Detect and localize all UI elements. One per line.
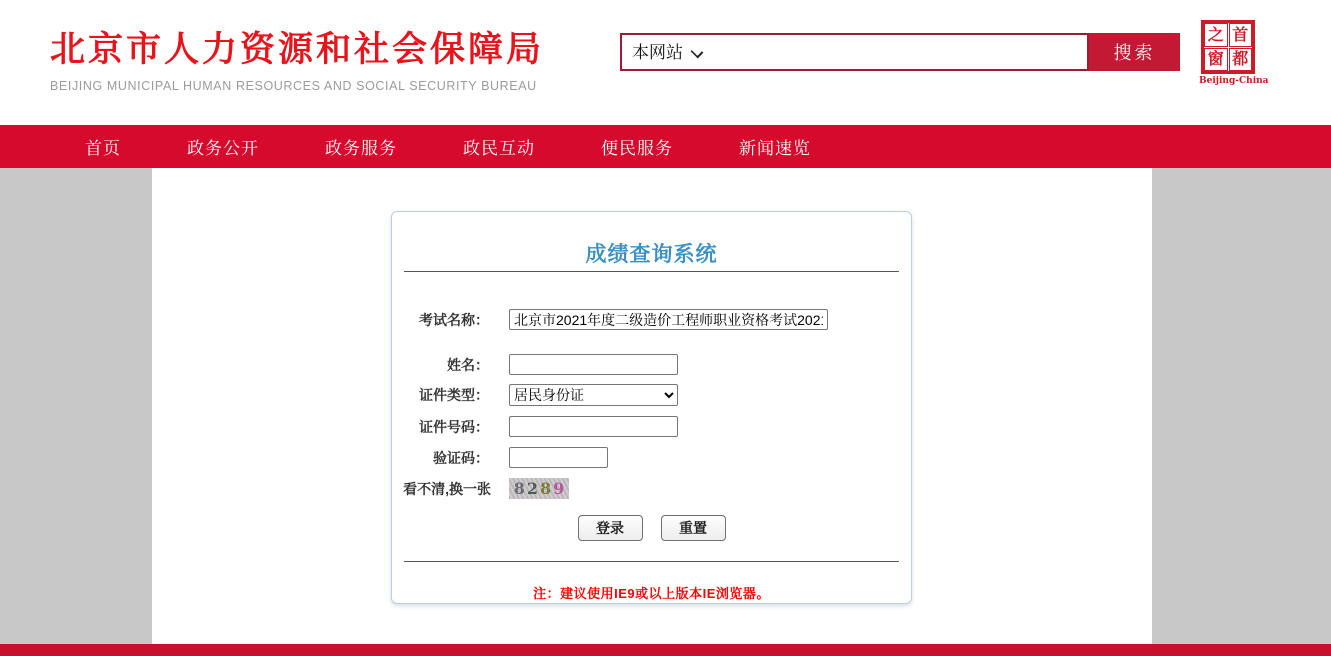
seal-char: 都	[1229, 48, 1253, 72]
id-number-input[interactable]	[509, 416, 678, 437]
page-body	[0, 168, 1331, 644]
site-subtitle: BEIJING MUNICIPAL HUMAN RESOURCES AND SOCIAL SECURITY BUREAU	[50, 78, 537, 93]
reset-button[interactable]: 重置	[661, 515, 726, 541]
captcha-row	[392, 447, 911, 468]
captcha-refresh-link[interactable]: 看不清,换一张	[403, 480, 491, 497]
seal-icon	[1201, 20, 1255, 74]
divider	[404, 561, 899, 562]
search-box	[620, 33, 1089, 71]
name-input[interactable]	[509, 354, 678, 375]
id-type-row	[392, 384, 911, 406]
main-nav	[0, 125, 1331, 168]
search-button[interactable]: 搜索	[1089, 33, 1180, 71]
nav-item-convenience[interactable]: 便民服务	[601, 139, 673, 158]
nav-item-home[interactable]: 首页	[85, 139, 121, 158]
name-row	[392, 354, 911, 375]
button-row	[392, 515, 911, 541]
search-input[interactable]	[703, 35, 1087, 69]
captcha-digit: 8	[540, 478, 552, 498]
name-label: 姓名：	[447, 356, 489, 373]
nav-item-news[interactable]: 新闻速览	[739, 139, 811, 158]
browser-note: 注：建议使用IE9或以上版本IE浏览器。	[533, 586, 770, 601]
footer-bar	[0, 644, 1331, 656]
captcha-input[interactable]	[509, 447, 608, 468]
nav-item-gov-services[interactable]: 政务服务	[325, 139, 397, 158]
captcha-image[interactable]	[509, 478, 569, 499]
id-number-label: 证件号码：	[419, 418, 489, 435]
seal-char: 之	[1204, 23, 1228, 47]
search-scope-select[interactable]	[622, 43, 689, 62]
capital-window-seal[interactable]	[1199, 20, 1269, 86]
captcha-digit: 9	[553, 478, 565, 498]
divider	[404, 271, 899, 272]
chevron-down-icon	[691, 46, 703, 58]
site-search	[620, 33, 1180, 71]
panel-title: 成绩查询系统	[585, 243, 718, 266]
site-logo[interactable]	[50, 31, 544, 93]
captcha-image-row	[392, 478, 911, 499]
id-number-row	[392, 416, 911, 437]
seal-char: 窗	[1204, 48, 1228, 72]
captcha-digit: 2	[526, 478, 538, 498]
content-column	[152, 168, 1152, 644]
id-type-label: 证件类型：	[419, 387, 489, 403]
score-query-panel	[391, 211, 912, 604]
seal-caption: Beijing-China	[1199, 76, 1269, 86]
site-header	[0, 0, 1331, 125]
login-button[interactable]: 登录	[578, 515, 643, 541]
exam-name-label: 考试名称：	[419, 311, 489, 328]
exam-name-input[interactable]	[509, 309, 828, 330]
nav-item-gov-disclosure[interactable]: 政务公开	[187, 139, 259, 158]
nav-item-interaction[interactable]: 政民互动	[463, 139, 535, 158]
exam-name-row	[392, 309, 911, 330]
seal-char: 首	[1229, 23, 1253, 47]
captcha-digit: 8	[513, 478, 525, 498]
id-type-select[interactable]	[509, 384, 678, 406]
captcha-label: 验证码：	[433, 449, 489, 466]
site-title: 北京市人力资源和社会保障局	[50, 30, 545, 69]
